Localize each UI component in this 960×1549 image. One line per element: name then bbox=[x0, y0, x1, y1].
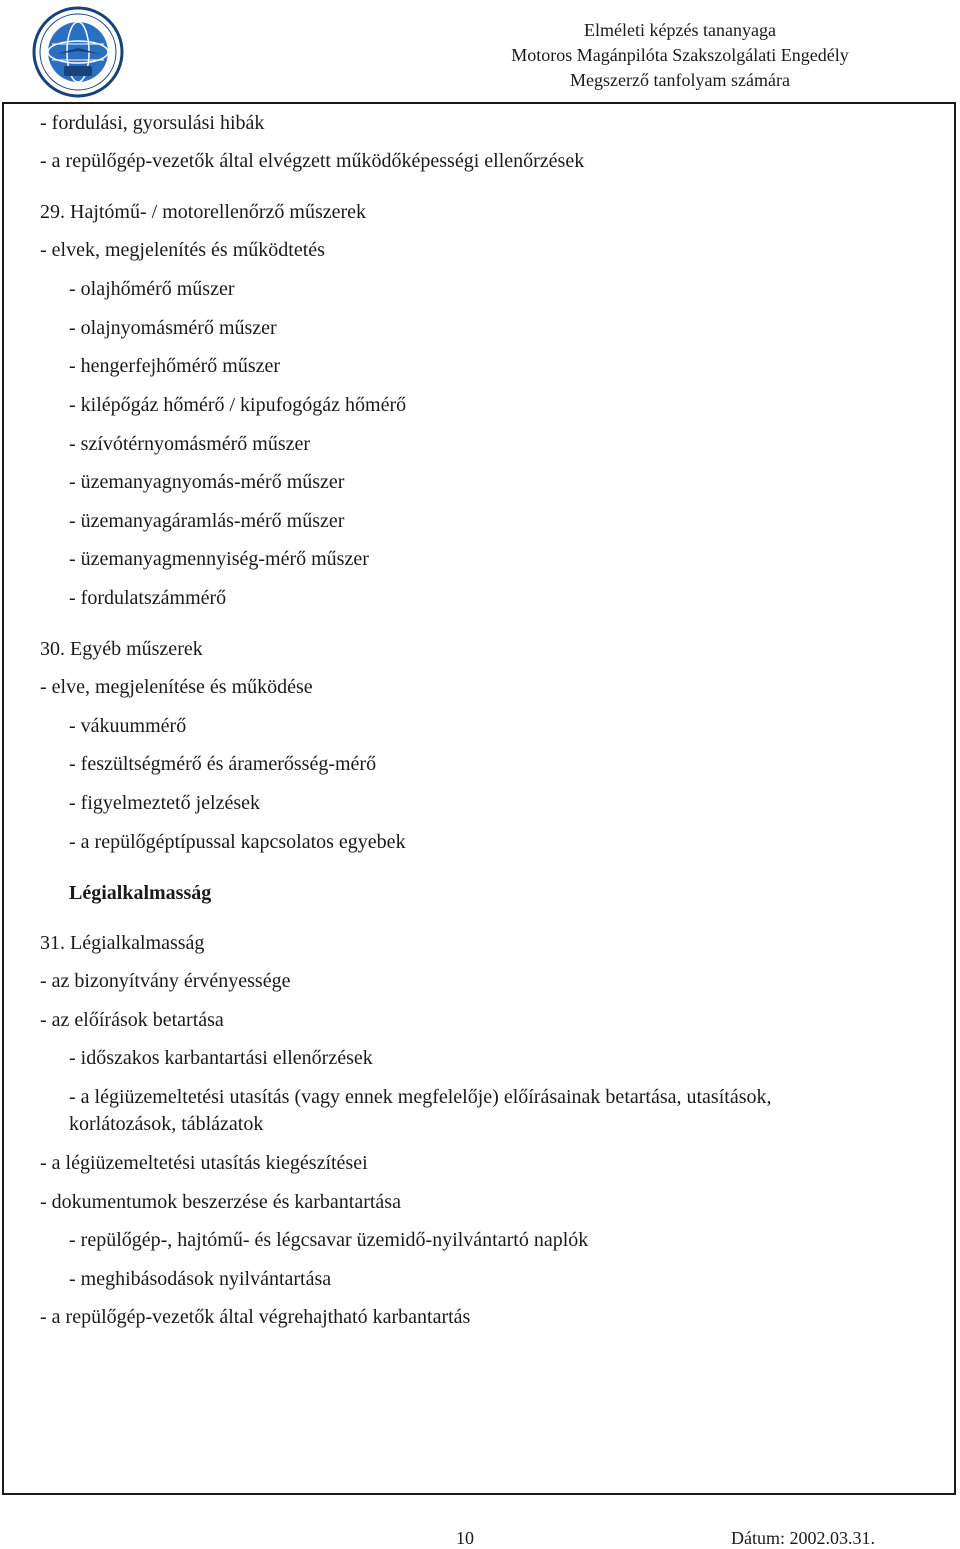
section-heading-29: 29. Hajtómű- / motorellenőrző műszerek bbox=[40, 201, 367, 223]
list-item: - üzemanyagáramlás-mérő műszer bbox=[69, 510, 345, 532]
list-item: - elvek, megjelenítés és működtetés bbox=[40, 239, 325, 261]
list-item: - olajnyomásmérő műszer bbox=[69, 317, 277, 339]
header-title: Elméleti képzés tananyaga bbox=[584, 20, 776, 40]
list-item: - üzemanyagmennyiség-mérő műszer bbox=[69, 548, 369, 570]
page-number: 10 bbox=[456, 1528, 474, 1548]
logo-emblem-icon bbox=[26, 4, 130, 100]
list-item: - szívótérnyomásmérő műszer bbox=[69, 433, 311, 455]
section-heading-31: 31. Légialkalmasság bbox=[40, 932, 205, 954]
document-header bbox=[470, 18, 890, 93]
list-item-continuation: korlátozások, táblázatok bbox=[69, 1113, 264, 1135]
list-item: - hengerfejhőmérő műszer bbox=[69, 355, 281, 377]
list-item: - az előírások betartása bbox=[40, 1009, 224, 1031]
document-date: Dátum: 2002.03.31. bbox=[731, 1528, 875, 1548]
list-item: - repülőgép-, hajtómű- és légcsavar üzemidő-nyilvántartó naplók bbox=[69, 1229, 589, 1251]
list-item: - a repülőgép-vezetők által végrehajtható karbantartás bbox=[40, 1306, 471, 1328]
list-item: - kilépőgáz hőmérő / kipufogógáz hőmérő bbox=[69, 394, 407, 416]
chapter-heading: Légialkalmasság bbox=[69, 882, 212, 904]
list-item: - figyelmeztető jelzések bbox=[69, 792, 261, 814]
list-item: - a légiüzemeltetési utasítás kiegészítései bbox=[40, 1152, 368, 1174]
list-item: - vákuummérő bbox=[69, 715, 187, 737]
list-item: - a repülőgép-vezetők által elvégzett működőképességi ellenőrzések bbox=[40, 150, 585, 172]
list-item: - időszakos karbantartási ellenőrzések bbox=[69, 1047, 373, 1069]
list-item: - üzemanyagnyomás-mérő műszer bbox=[69, 471, 345, 493]
list-item: - feszültségmérő és áramerősség-mérő bbox=[69, 753, 377, 775]
section-heading-30: 30. Egyéb műszerek bbox=[40, 638, 203, 660]
list-item: - a légiüzemeltetési utasítás (vagy ennek megfelelője) előírásainak betartása, utasítások, bbox=[69, 1086, 772, 1108]
list-item: - meghibásodások nyilvántartása bbox=[69, 1268, 332, 1290]
list-item: - elve, megjelenítése és működése bbox=[40, 676, 313, 698]
list-item: - fordulatszámmérő bbox=[69, 587, 227, 609]
header-audience: Megszerző tanfolyam számára bbox=[570, 70, 790, 90]
list-item: - az bizonyítvány érvényessége bbox=[40, 970, 291, 992]
organization-logo bbox=[26, 4, 130, 100]
list-item: - dokumentumok beszerzése és karbantartása bbox=[40, 1191, 401, 1213]
list-item: - fordulási, gyorsulási hibák bbox=[40, 112, 265, 134]
header-subtitle: Motoros Magánpilóta Szakszolgálati Engedély bbox=[511, 45, 849, 65]
list-item: - olajhőmérő műszer bbox=[69, 278, 235, 300]
list-item: - a repülőgéptípussal kapcsolatos egyebek bbox=[69, 831, 406, 853]
